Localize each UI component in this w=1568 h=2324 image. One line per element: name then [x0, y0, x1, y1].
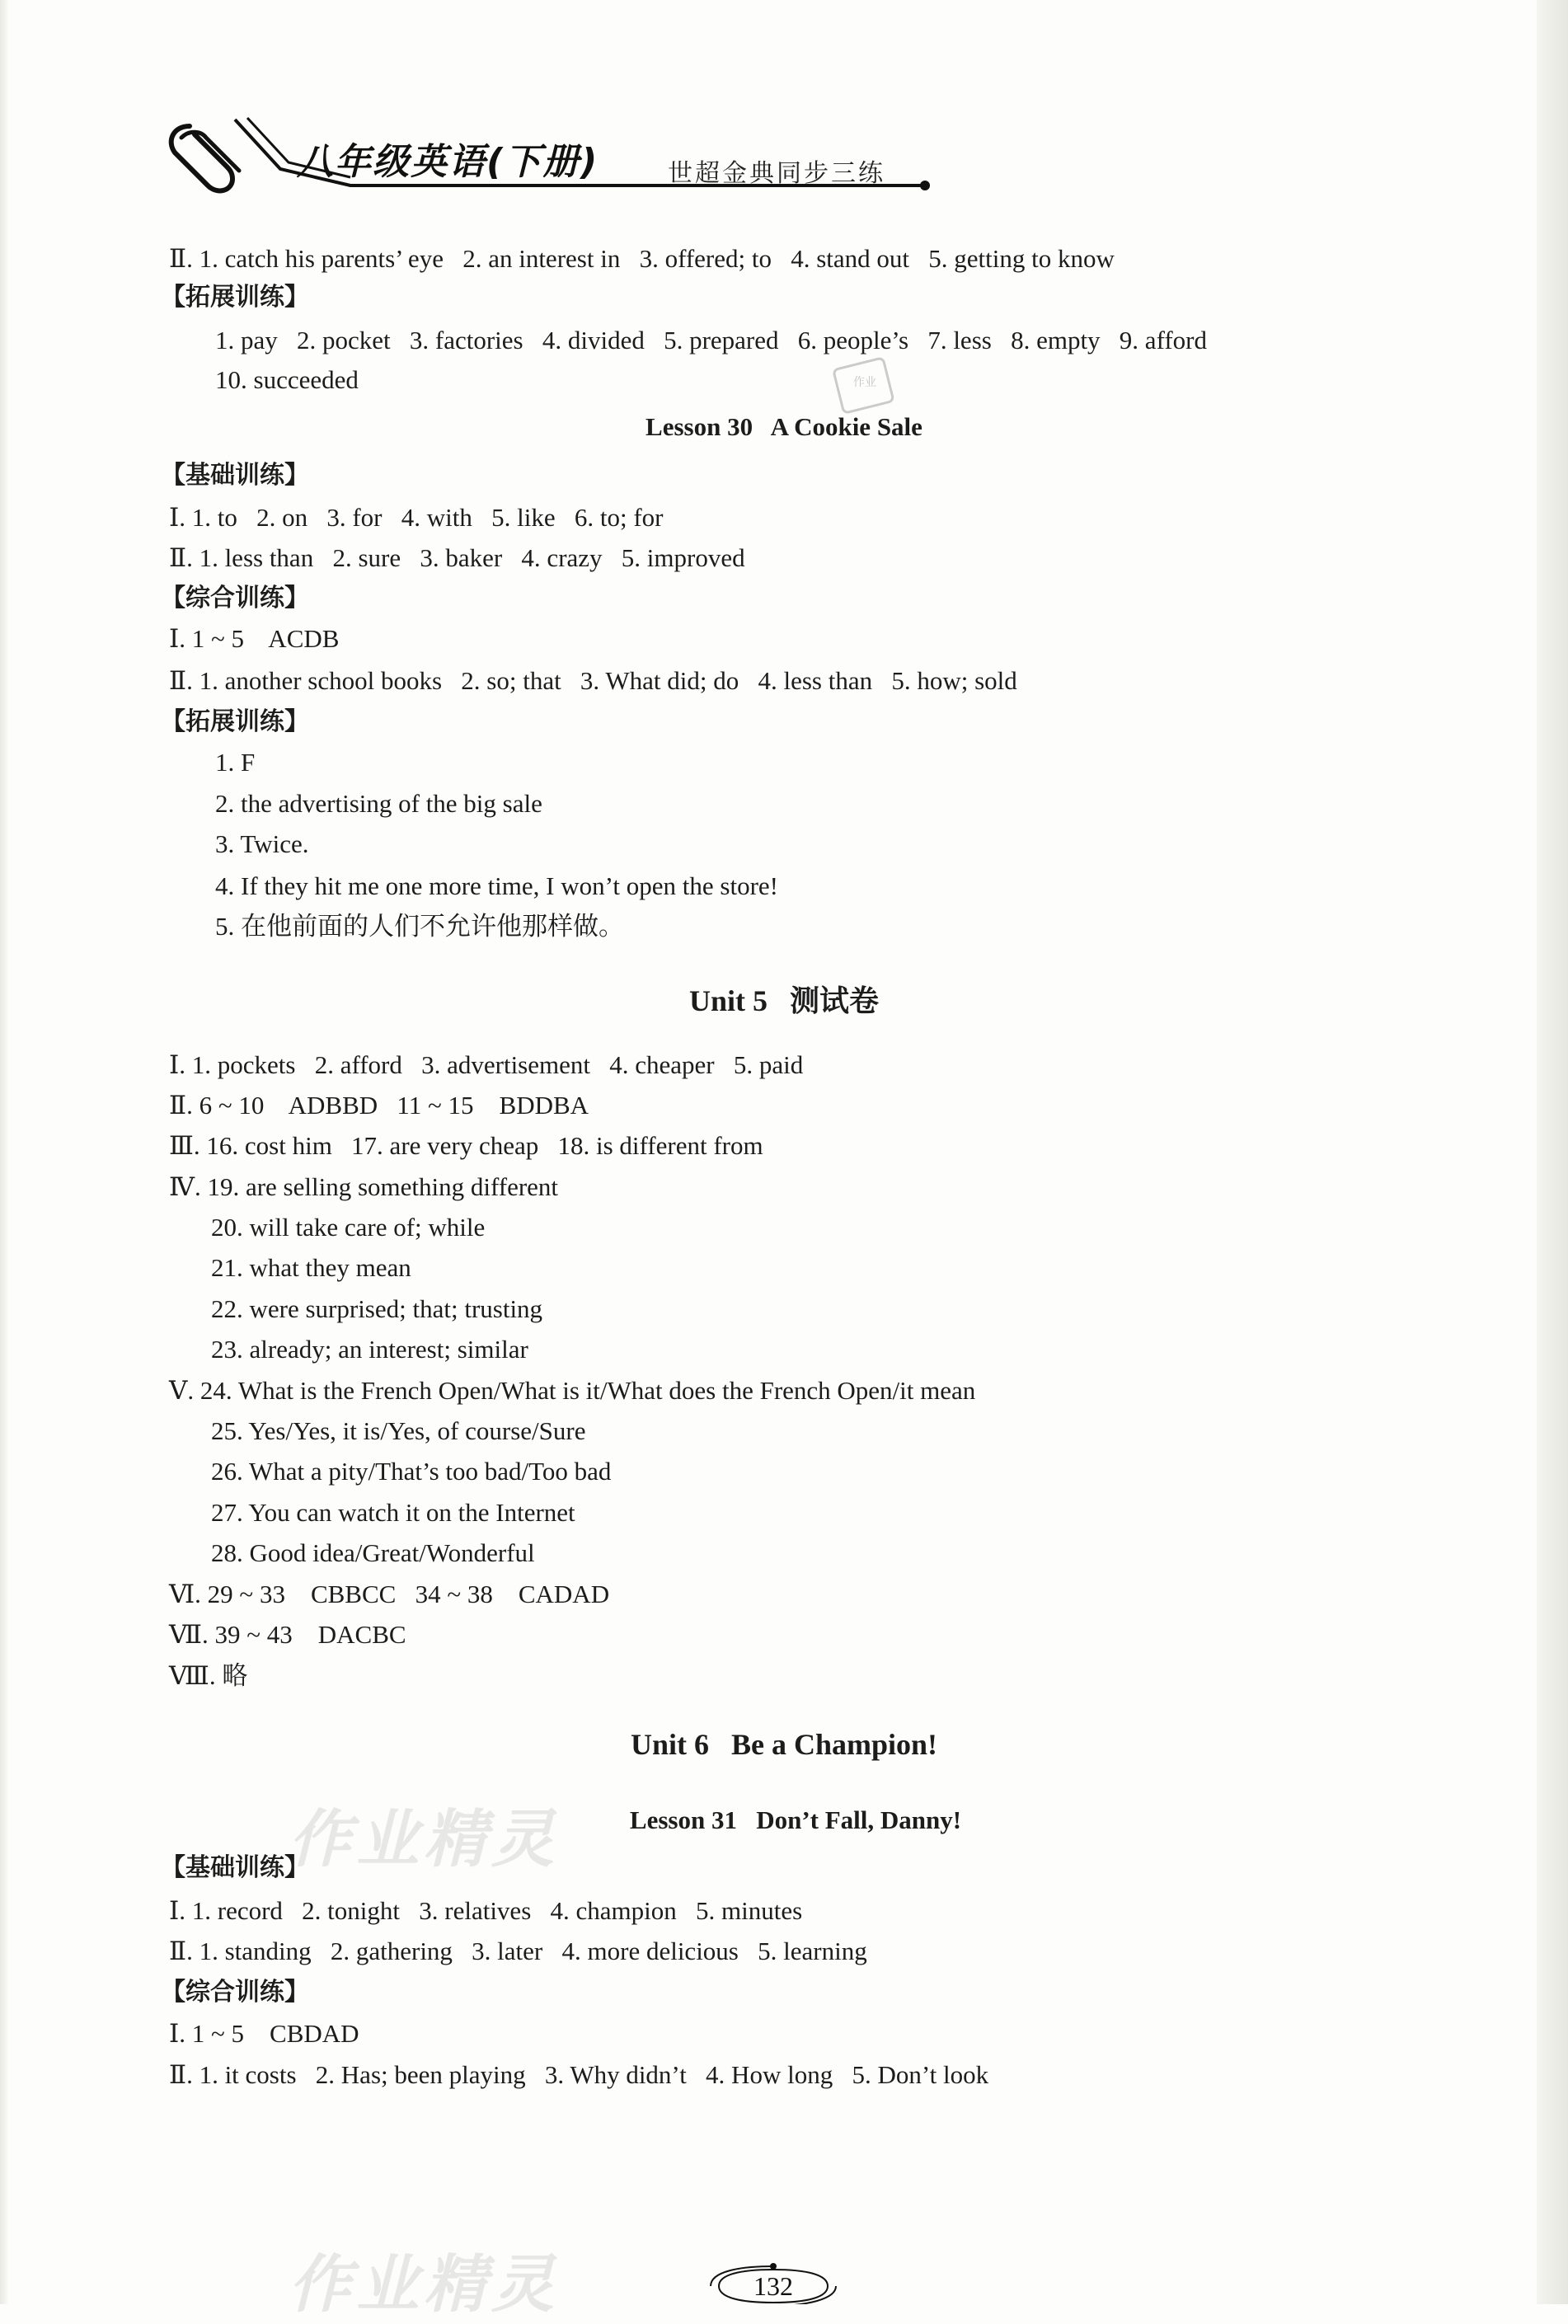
answer-line: Ⅱ. 1. it costs 2. Has; been playing 3. Why didn’t 4. How long 5. Don’t look [169, 2060, 989, 2089]
svg-text:作业: 作业 [853, 376, 876, 389]
answer-line: Ⅱ. 6 ~ 10 ADBBD 11 ~ 15 BDDBA [169, 1091, 589, 1120]
unit-title: Unit 6 Be a Champion! [630, 1728, 938, 1761]
answer-line: 21. what they mean [211, 1253, 411, 1282]
series-title: 世超金典同步三练 [668, 159, 885, 188]
answer-line: 22. were surprised; that; trusting [211, 1294, 543, 1323]
answer-line: Ⅳ. 19. are selling something different [169, 1172, 559, 1201]
watermark: 作业精灵 [289, 1802, 559, 1876]
answer-line: 1. pay 2. pocket 3. factories 4. divided 5. prepared 6. people’s 7. less 8. empty 9. afford [215, 326, 1207, 354]
stamp-icon [829, 354, 903, 420]
answer-line: 3. Twice. [215, 829, 309, 858]
book-title: 八年级英语(下册) [297, 141, 599, 183]
answer-line: 4. If they hit me one more time, I won’t open the store! [215, 871, 778, 900]
answer-line: 20. will take care of; while [211, 1213, 486, 1242]
answer-line: 23. already; an interest; similar [211, 1335, 528, 1364]
answer-line: Ⅱ. 1. standing 2. gathering 3. later 4. more delicious 5. learning [169, 1937, 867, 1965]
section-heading: 【基础训练】 [161, 1853, 309, 1882]
answer-line: Ⅰ. 1 ~ 5 CBDAD [169, 2019, 359, 2048]
answer-line: Ⅰ. 1. pockets 2. afford 3. advertisement 4. cheaper 5. paid [169, 1050, 804, 1079]
section-heading: 【拓展训练】 [161, 283, 309, 312]
answer-line: Ⅰ. 1. to 2. on 3. for 4. with 5. like 6. to; for [169, 503, 664, 532]
watermark: 作业精灵 [289, 2247, 559, 2321]
answer-line: Ⅲ. 16. cost him 17. are very cheap 18. is different from [169, 1131, 763, 1160]
section-heading: 【拓展训练】 [161, 707, 309, 736]
section-heading: 【综合训练】 [161, 584, 309, 613]
page-number-text: 132 [753, 2271, 793, 2301]
section-heading: 【综合训练】 [161, 1978, 309, 2007]
answer-line: Ⅷ. 略 [169, 1661, 248, 1690]
answer-line: 2. the advertising of the big sale [215, 789, 542, 818]
answer-line: Ⅰ. 1 ~ 5 ACDB [169, 624, 340, 653]
page-number [707, 2263, 839, 2312]
answer-line: 25. Yes/Yes, it is/Yes, of course/Sure [211, 1416, 586, 1445]
lesson-title: Lesson 30 A Cookie Sale [646, 412, 922, 441]
answer-line: Ⅰ. 1. record 2. tonight 3. relatives 4. champion 5. minutes [169, 1896, 803, 1925]
answer-line: 5. 在他前面的人们不允许他那样做。 [215, 912, 624, 941]
answer-line: 28. Good idea/Great/Wonderful [211, 1538, 535, 1567]
answer-line: Ⅴ. 24. What is the French Open/What is it/What does the French Open/it mean [169, 1376, 976, 1405]
answer-line: 27. You can watch it on the Internet [211, 1498, 575, 1527]
answer-line: Ⅱ. 1. less than 2. sure 3. baker 4. crazy 5. improved [169, 543, 745, 572]
page-edge-left [0, 0, 8, 2304]
answer-line: 1. F [215, 748, 256, 777]
answer-line: Ⅱ. 1. catch his parents’ eye 2. an interest in 3. offered; to 4. stand out 5. getting to know [169, 244, 1115, 273]
unit-title: Unit 5 测试卷 [688, 984, 879, 1017]
answer-line: Ⅶ. 39 ~ 43 DACBC [169, 1620, 406, 1649]
page-edge-right [1537, 0, 1568, 2304]
page-header [157, 95, 932, 202]
answer-line: 10. succeeded [215, 365, 359, 394]
answer-line: Ⅵ. 29 ~ 33 CBBCC 34 ~ 38 CADAD [169, 1580, 610, 1608]
answer-line: 26. What a pity/That’s too bad/Too bad [211, 1457, 612, 1486]
section-heading: 【基础训练】 [161, 461, 309, 490]
lesson-title: Lesson 31 Don’t Fall, Danny! [629, 1805, 962, 1834]
answer-line: Ⅱ. 1. another school books 2. so; that 3. What did; do 4. less than 5. how; sold [169, 666, 1017, 695]
